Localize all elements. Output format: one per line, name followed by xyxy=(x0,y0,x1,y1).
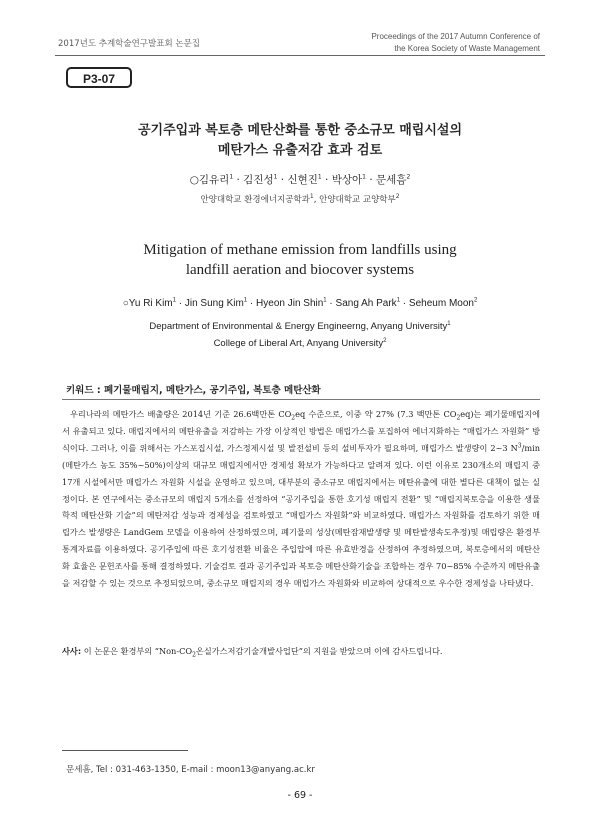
author-name: Jin Sung Kim xyxy=(184,298,244,309)
author-name: 김유리 xyxy=(198,174,230,186)
korean-title-line2: 메탄가스 유출저감 효과 검토 xyxy=(217,143,383,158)
author-name: 박상아 xyxy=(331,174,363,186)
footnote-divider xyxy=(62,750,188,751)
corresponding-author-footnote: 문세흠, Tel : 031-463-1350, E-mail : moon13@anyang.ac.kr xyxy=(66,765,315,775)
english-author-list: ○Yu Ri Kim$^1$ · Jin Sung Kim$^1$ · Hyeon Jin Shin$^1$ · Sang Ah Park$^1$ · Seheum Moon$^2$ xyxy=(122,297,478,309)
running-header-right-line2: the Korea Society of Waste Management xyxy=(394,44,540,53)
english-affiliation-1: Department of Environmental & Energy Engineerng, Anyang University$^1$ xyxy=(149,320,451,332)
author-name: 신현진 xyxy=(287,174,318,186)
english-title-line1: Mitigation of methane emission from landfills using xyxy=(143,242,457,258)
abstract-body xyxy=(62,406,540,592)
keywords-text: 폐기물매립지, 메탄가스, 공기주입, 복토층 메탄산화 xyxy=(103,385,321,396)
presenter-mark: ○ xyxy=(122,298,129,309)
presenter-mark: ○ xyxy=(189,174,199,186)
affiliation: 안양대학교 교양학부 xyxy=(319,195,396,205)
author-name: Seheum Moon xyxy=(408,298,474,309)
english-affiliation-2: College of Liberal Art, Anyang University$^2$ xyxy=(213,337,387,349)
author-name: Sang Ah Park xyxy=(335,298,397,309)
running-header-right-line1: Proceedings of the 2017 Autumn Conference of xyxy=(371,32,540,41)
affiliation: 안양대학교 환경에너지공학과 xyxy=(200,195,310,205)
acknowledgement: 사사: 이 논문은 환경부의 “$Non-CO_2$온실가스저감기술개발사업단”의 지원을 받았으며 이에 감사드립니다. xyxy=(62,646,443,659)
header-divider xyxy=(55,55,545,56)
keywords xyxy=(66,382,321,396)
author-name: 문세흠 xyxy=(376,174,407,186)
running-header-left: 2017년도 추계학술연구발표회 논문집 xyxy=(58,39,200,49)
keywords-divider xyxy=(62,399,540,400)
author-name: Hyeon Jin Shin xyxy=(256,298,324,309)
abstract-paragraph: 우리나라의 메탄가스 배출량은 2014년 기준 26.6백만톤 $CO_2eq$ 수준으로, 이중 약 27% (7.3 백만톤 $CO_2eq$)는 폐기물매립지에서 유출되고 있다. 매립지에서의 메탄유출을 저감하는 가장 이상적인 방법은 매립가스를 포집하여 에너지화하는 “매립가스 자원화” 방식이다. 그러나, 이를 위해서는 가스포집시설, 가스정제시설 및 발전설비 등의 설비투자가 필요하며, 매립가스 발생량이 2~3 $N^3/\min$ (메탄가스 농도 35%~50%)이상의 대규모 매립지에서만 경제성 확보가 가능하다고 알려져 있다. 이런 이유로 230개소의 매립지 중 17개 시설에서만 매립가스 자원화 시설을 운영하고 있으며, 대부분의 중소규모 매립지에서는 메탄유출에 대한 별다른 대책이 없는 실정이다. 본 연구에서는 중소규모의 매립지 5개소를 선정하여 “공기주입을 통한 호기성 매립지 전환” 및 “매립지복토층을 이용한 생물학적 메탄산화 기술”의 메탄저감 성능과 경제성을 검토하였고 “매립가스 자원화”와 비교하였다. 매립가스 자원화를 검토하기 위한 매립가스 발생량은 LandGem 모델을 이용하여 산정하였으며, 폐기물의 성상(메탄잠재발생량 및 메탄발생속도추정)및 매립량은 환경부 통계자료를 이용하였다. 공기주입에 따른 호기성전환 비율은 주입압에 따른 유효반경을 산정하여 추정하였으며, 복토층에서의 메탄산화 효율은 문헌조사를 통해 결정하였다. 기술검토 결과 공기주입과 복토층 메탄산화기술을 조합하는 경우 70~85% 수준까지 메탄유출을 저감할 수 있는 것으로 추정되었으며, 중소규모 매립지의 경우 매립가스 자원화와 비교하여 상대적으로 우수한 경제성을 나타냈다. xyxy=(62,409,540,589)
keywords-label: 키워드 : xyxy=(66,385,104,396)
korean-affiliations: 안양대학교 환경에너지공학과$^1$, 안양대학교 교양학부$^2$ xyxy=(200,193,400,205)
acknowledgement-label: 사사: xyxy=(62,646,82,656)
korean-title-line1: 공기주입과 복토층 메탄산화를 통한 중소규모 매립시설의 xyxy=(137,123,463,138)
paper-code-badge: P3-07 xyxy=(66,67,132,88)
running-header-right xyxy=(371,31,540,55)
korean-author-list: ○김유리$^1$ · 김진성$^1$ · 신현진$^1$ · 박상아$^1$ · 문세흠$^2$ xyxy=(189,173,411,186)
page-number: - 69 - xyxy=(287,790,313,801)
author-name: Yu Ri Kim xyxy=(128,298,173,309)
english-title-line2: landfill aeration and biocover systems xyxy=(185,262,415,278)
author-name: 김진성 xyxy=(243,174,274,186)
